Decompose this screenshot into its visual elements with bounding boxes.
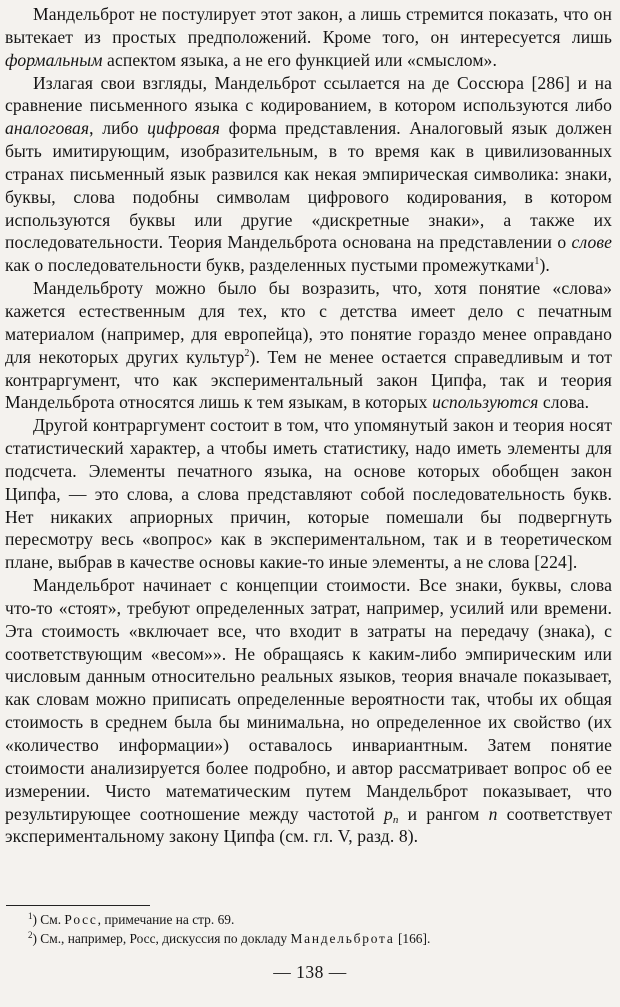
text-run: Мандельброт начинает с концепции стоимости. Все знаки, буквы, слова что-то «стоят», требуют определенных затрат, например, усилий или времени. Эта стоимость «включает все, что входит в затраты на передачу (знака), с соответствующим «весом»». Не обращаясь к каким-либо эмпирическим или числовым данным относительно реальных языков, теория вначале показывает, как словам можно приписать определенные вероятности так, чтобы их общая стоимость в среднем была бы минимальна, но определенное их свойство (их «количество информации») оставалось инвариантным. Затем понятие стоимости анализируется более подробно, и автор рассматривает вопрос об ее измерении. Чисто математическим путем Мандельброт показывает, что результирующее соотношение между частотой [5,575,612,824]
text-run: и рангом [398,803,489,824]
text-run: p [383,803,393,824]
text-run: слова. [538,392,590,413]
text-run: Другой контраргумент состоит в том, что упомянутый закон и теория носят статистический характер, а чтобы иметь статистику, надо иметь элементы для подсчета. Элементы печатного языка, на основе которых обобщен закон Ципфа, — это слова, а слова представляют собой последовательность букв. Нет никаких априорных причин, которые помешали бы подвергнуть пересмотру весь «вопрос» как в экспериментальном, так и в теоретическом плане, выбрав в качестве основы какие-то иные элементы, а не слова [224]. [5,415,612,573]
text-run: как о последовательности букв, разделенных пустыми промежутками [5,255,535,276]
text-run: , либо [89,118,148,139]
text-run: Мандельброт не постулирует этот закон, а лишь стремится показать, что он вытекает из простых предположений. Кроме того, он интересуется лишь [5,4,612,47]
page-number: — 138 — [273,962,347,982]
text-run: слове [571,232,612,253]
text-run: форма представления. Аналоговый язык должен быть имитирующим, изобразительным, в то время как в цивилизованных странах письменный язык развился как некая эмпирическая символика: знаки, буквы, слова подобны символам цифрового кодирования, в котором используются буквы или другие «дискретные знаки», а также их последовательности. Теория Мандельброта основана на представлении о [5,118,612,253]
text-run: Излагая свои взгляды, Мандельброт ссылается на де Соссюра [286] и на сравнение письменного языка с кодированием, в котором используются либо [5,72,612,116]
text-run: используются [432,392,539,413]
footnote-divider [6,905,150,906]
paragraph [5,72,612,278]
text-run: n [488,803,498,824]
text-run: ). Тем не менее остается справедливым и тот контраргумент, что как экспериментальный закон Ципфа, так и теория Мандельброта относятся лишь к тем языкам, в которых [5,346,612,413]
footnotes [6,910,612,948]
paragraph [5,414,612,574]
paragraph [5,3,612,72]
text-run: Мандельброту можно было бы возразить, что, хотя понятие «слова» кажется естественным для тех, кто с детства имеет дело с печатным материалом (например, для европейца), это понятие гораздо менее оправдано для некоторых других культур [5,278,612,367]
footnote-ref: 1 [534,256,540,268]
footnote-ref: 2 [244,347,250,359]
text-run: цифровая [147,118,221,139]
paragraph [5,277,612,414]
text-run: ). [539,255,550,276]
text-run: аналоговая [5,118,90,139]
paragraph [5,574,612,848]
text-run: соответствует экспериментальному закону Ципфа (см. гл. V, разд. 8). [5,803,612,847]
footnote: $^2$) См., например, Росс, дискуссия по докладу Мандельброта [166]. [28,930,431,946]
text-run: аспектом языка, а не его функцией или «смыслом». [102,49,497,70]
main-text [5,3,612,848]
text-run: формальным [5,49,103,70]
text-run: n [392,813,399,826]
footnote: $^1$) См. Росс, примечание на стр. 69. [28,911,235,927]
